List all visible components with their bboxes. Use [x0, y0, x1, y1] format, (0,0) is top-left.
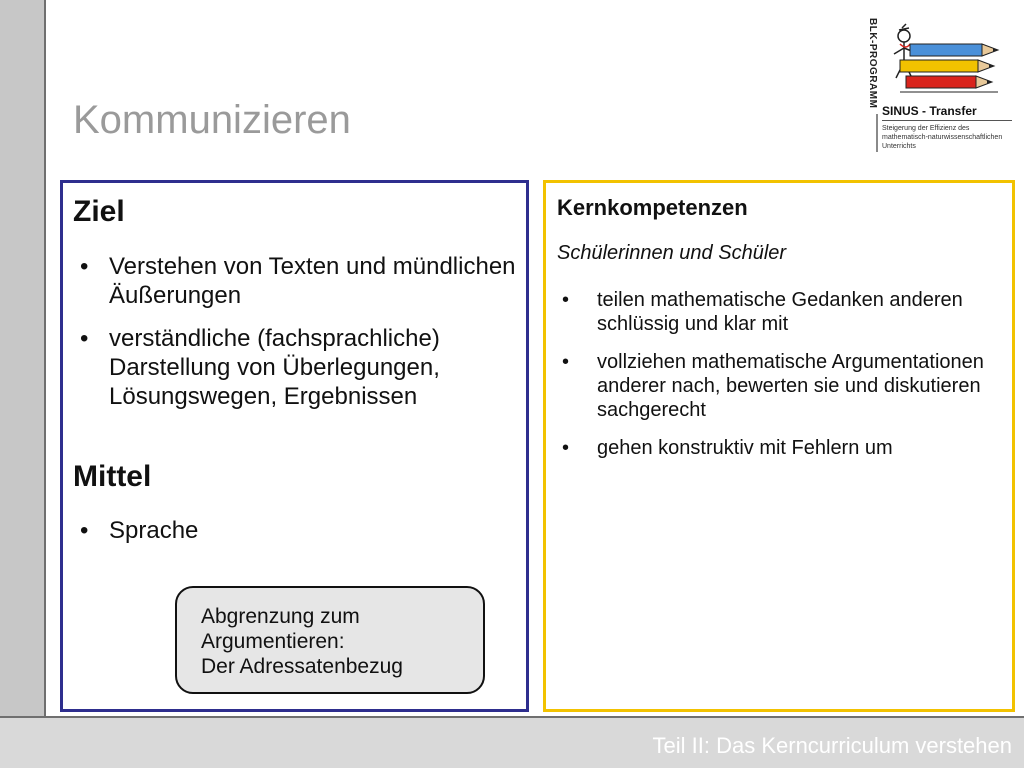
ziel-item-text: Verstehen von Texten und mündlichen Äußerungen: [109, 253, 516, 309]
bullet-icon: •: [80, 253, 89, 280]
logo-subtitle-line: Steigerung der Effizienz des: [882, 125, 970, 132]
ziel-list: [72, 252, 517, 425]
list-item: [557, 350, 997, 422]
pencils-figure-icon: [880, 20, 1010, 110]
left-sidebar-band: [0, 0, 44, 768]
logo-vertical-label: [858, 14, 878, 124]
footer-text: Teil II: Das Kerncurriculum verstehen: [652, 733, 1012, 758]
bullet-icon: •: [80, 517, 89, 544]
kompetenz-item-text: gehen konstruktiv mit Fehlern um: [597, 437, 893, 459]
mittel-item-text: Sprache: [109, 517, 199, 544]
ziel-item-text: verständliche (fachsprachliche) Darstellung von Überlegungen, Lösungswegen, Ergebnissen: [109, 325, 440, 410]
left-sidebar-divider: [44, 0, 46, 768]
slide-title: Kommunizieren: [73, 98, 351, 142]
kompetenz-item-text: vollziehen mathematische Argumentationen anderer nach, bewerten sie und diskutieren sachgerecht: [597, 351, 984, 421]
bullet-icon: •: [80, 325, 89, 352]
kernkompetenzen-list: [557, 288, 997, 474]
logo-name: SINUS - Transfer: [882, 104, 977, 118]
bullet-icon: •: [562, 289, 570, 311]
list-item: [72, 516, 517, 545]
kernkompetenzen-box: [543, 180, 1015, 712]
logo-program-text: BLK-PROGRAMM: [867, 18, 878, 109]
ziel-mittel-box: [60, 180, 529, 712]
abgrenzung-note: [175, 586, 485, 694]
bullet-icon: •: [562, 437, 570, 459]
kernkompetenzen-subheading: Schülerinnen und Schüler: [557, 242, 787, 264]
note-line: Der Adressatenbezug: [201, 655, 403, 678]
logo-subtitle: [882, 124, 1022, 151]
blue-pencil-icon: [910, 44, 998, 56]
logo-subtitle-line: mathematisch-naturwissenschaftlichen: [882, 134, 1003, 141]
mittel-heading: Mittel: [73, 460, 152, 493]
footer-divider: [0, 716, 1024, 718]
note-text: [201, 604, 403, 679]
logo-underline: [882, 120, 1012, 121]
mittel-list: [72, 516, 517, 545]
kompetenz-item-text: teilen mathematische Gedanken anderen schlüssig und klar mit: [597, 289, 963, 335]
logo-subtitle-line: Unterrichts: [882, 143, 916, 150]
list-item: [72, 252, 517, 310]
kernkompetenzen-heading: Kernkompetenzen: [557, 195, 748, 220]
red-pencil-icon: [906, 76, 992, 88]
ziel-heading: Ziel: [73, 195, 125, 228]
note-line: Abgrenzung zum: [201, 605, 360, 628]
list-item: [72, 324, 517, 411]
list-item: [557, 436, 997, 460]
list-item: [557, 288, 997, 336]
note-line: Argumentieren:: [201, 630, 345, 653]
bullet-icon: •: [562, 351, 570, 373]
logo-separator: [876, 114, 878, 152]
yellow-pencil-icon: [900, 60, 994, 72]
sinus-logo: [858, 14, 1018, 154]
